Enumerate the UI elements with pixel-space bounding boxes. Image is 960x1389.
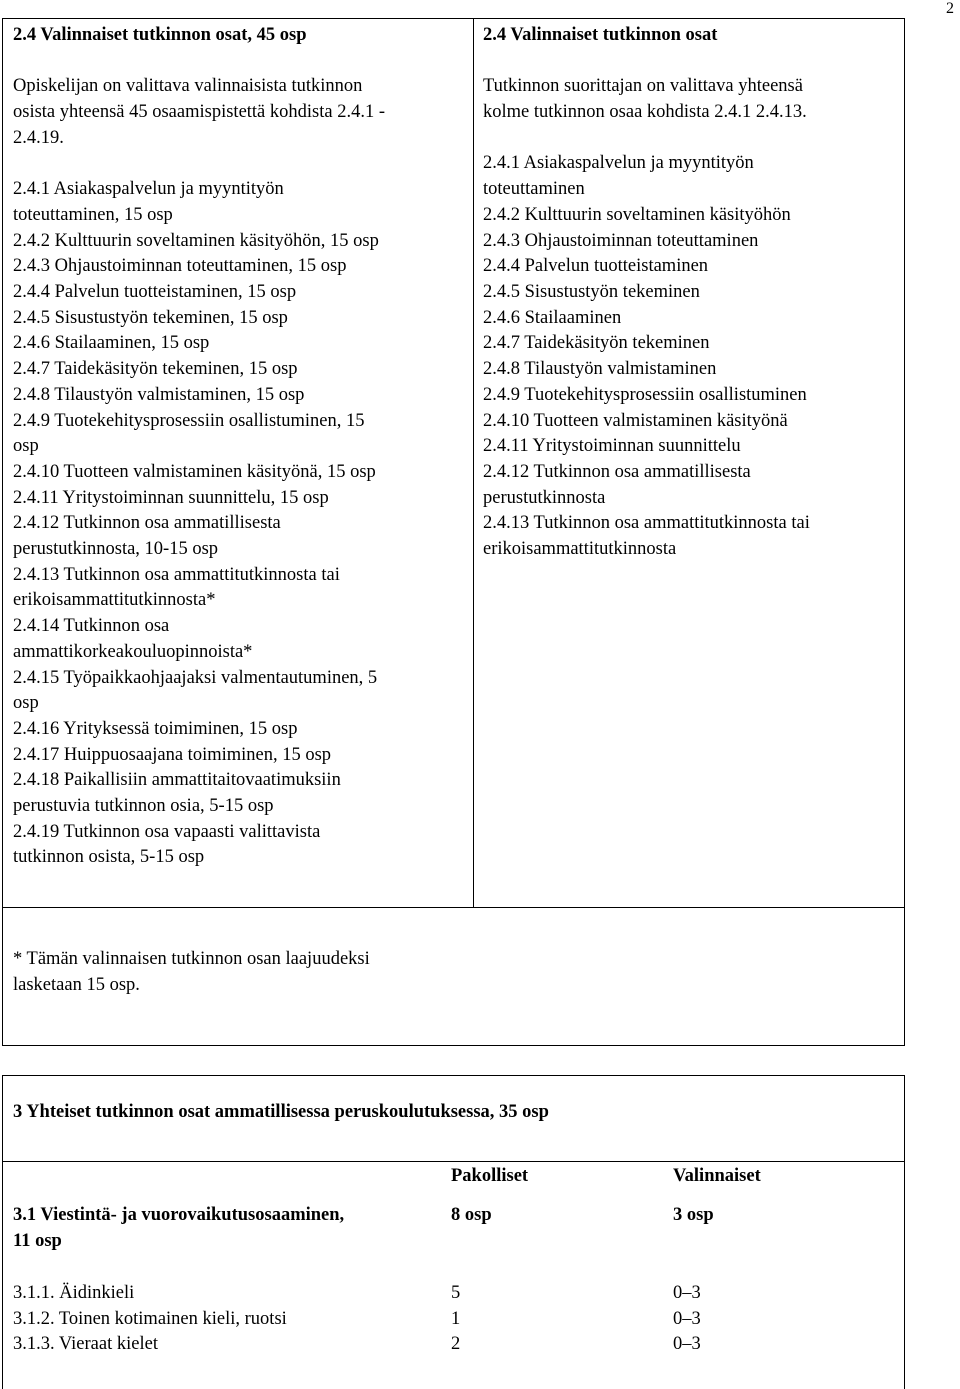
list-item: 2.4.7 Taidekäsityön tekeminen, 15 osp [13, 359, 298, 380]
right-items-list [483, 151, 898, 562]
list-item: 2.4.4 Palvelun tuotteistaminen [483, 256, 709, 277]
left-column [13, 23, 463, 871]
footnote-line: lasketaan 15 osp. [13, 974, 140, 995]
list-item: 2.4.4 Palvelun tuotteistaminen, 15 osp [13, 282, 297, 302]
list-item: ammattikorkeakouluopinnoista* [13, 641, 253, 662]
subject-pakolliset: 5 [451, 1283, 461, 1303]
list-item: 2.4.6 Stailaaminen, 15 osp [13, 333, 210, 354]
list-item: 2.4.3 Ohjaustoiminnan toteuttaminen [483, 230, 759, 251]
list-item: 2.4.11 Yritystoiminnan suunnittelu, 15 osp [13, 487, 329, 508]
section-name-line: 3.1 Viestintä- ja vuorovaikutusosaaminen, [13, 1205, 345, 1225]
list-item: 2.4.14 Tutkinnon osa [13, 616, 170, 637]
list-item: 2.4.16 Yrityksessä toimiminen, 15 osp [13, 718, 298, 739]
right-column [483, 23, 898, 563]
list-item: perustuvia tutkinnon osia, 5-15 osp [13, 796, 274, 817]
page-number: 2 [946, 0, 954, 17]
intro-line: Tutkinnon suorittajan on valittava yhteensä [483, 76, 803, 97]
elective-units-table [2, 18, 905, 1046]
list-item: 2.4.10 Tuotteen valmistaminen käsityönä [483, 410, 788, 431]
list-item: erikoisammattitutkinnosta* [13, 590, 216, 611]
list-item: 2.4.5 Sisustustyön tekeminen, 15 osp [13, 307, 288, 328]
left-intro [13, 74, 463, 151]
intro-line: 2.4.19. [13, 127, 64, 148]
list-item: toteuttaminen [483, 179, 585, 200]
section-name-line: 11 osp [13, 1230, 62, 1251]
list-item: 2.4.10 Tuotteen valmistaminen käsityönä, 15 osp [13, 461, 376, 482]
right-heading: 2.4 Valinnaiset tutkinnon osat [483, 25, 718, 45]
section-pakolliset: 8 osp [451, 1205, 492, 1225]
list-item: 2.4.2 Kulttuurin soveltaminen käsityöhön [483, 204, 791, 225]
subject-name: 3.1.2. Toinen kotimainen kieli, ruotsi [13, 1308, 287, 1329]
footnote [13, 947, 463, 998]
row-divider [3, 907, 904, 908]
list-item: 2.4.6 Stailaaminen [483, 307, 622, 328]
subject-name: 3.1.1. Äidinkieli [13, 1283, 135, 1303]
list-item: 2.4.9 Tuotekehitysprosessiin osallistuminen, 15 [13, 410, 365, 431]
column-divider [473, 19, 474, 907]
left-items-list [13, 177, 463, 871]
list-item: 2.4.12 Tutkinnon osa ammatillisesta [483, 461, 751, 482]
right-intro [483, 74, 898, 125]
list-item: 2.4.3 Ohjaustoiminnan toteuttaminen, 15 osp [13, 256, 347, 277]
intro-line: Opiskelijan on valittava valinnaisista tutkinnon [13, 76, 363, 97]
intro-line: kolme tutkinnon osaa kohdista 2.4.1 2.4.13. [483, 102, 807, 123]
list-item: 2.4.11 Yritystoiminnan suunnittelu [483, 436, 741, 457]
list-item: 2.4.15 Työpaikkaohjaajaksi valmentautuminen, 5 [13, 667, 378, 688]
list-item: perustutkinnosta [483, 487, 606, 508]
list-item: 2.4.1 Asiakaspalvelun ja myyntityön [13, 179, 284, 200]
list-item: erikoisammattitutkinnosta [483, 539, 677, 560]
list-item: 2.4.7 Taidekäsityön tekeminen [483, 333, 710, 354]
list-item: 2.4.9 Tuotekehitysprosessiin osallistuminen [483, 384, 807, 405]
list-item: 2.4.1 Asiakaspalvelun ja myyntityön [483, 153, 754, 174]
subject-name: 3.1.3. Vieraat kielet [13, 1334, 158, 1355]
section-name [13, 1203, 344, 1254]
list-item: perustutkinnosta, 10-15 osp [13, 539, 219, 560]
subject-pakolliset: 1 [451, 1308, 461, 1329]
column-header-valinnaiset: Valinnaiset [673, 1166, 761, 1186]
list-item: 2.4.18 Paikallisiin ammattitaitovaatimuksiin [13, 770, 341, 791]
list-item: 2.4.12 Tutkinnon osa ammatillisesta [13, 513, 281, 534]
subject-valinnaiset: 0–3 [673, 1283, 701, 1303]
list-item: 2.4.2 Kulttuurin soveltaminen käsityöhön, 15 osp [13, 230, 379, 251]
list-item: osp [13, 693, 39, 714]
list-item: 2.4.5 Sisustustyön tekeminen [483, 282, 700, 302]
list-item: 2.4.8 Tilaustyön valmistaminen [483, 359, 717, 380]
list-item: osp [13, 436, 39, 457]
row-divider [3, 1161, 904, 1162]
intro-line: osista yhteensä 45 osaamispistettä kohdista 2.4.1 - [13, 102, 385, 123]
list-item: 2.4.17 Huippuosaajana toimiminen, 15 osp [13, 744, 332, 765]
list-item: toteuttaminen, 15 osp [13, 204, 173, 225]
list-item: 2.4.19 Tutkinnon osa vapaasti valittavista [13, 821, 321, 842]
list-item: 2.4.8 Tilaustyön valmistaminen, 15 osp [13, 384, 305, 405]
table-title: 3 Yhteiset tutkinnon osat ammatillisessa peruskoulutuksessa, 35 osp [13, 1102, 549, 1122]
subject-pakolliset: 2 [451, 1334, 461, 1355]
section-valinnaiset: 3 osp [673, 1205, 714, 1225]
left-heading: 2.4 Valinnaiset tutkinnon osat, 45 osp [13, 25, 307, 45]
common-units-table [2, 1075, 905, 1389]
subject-valinnaiset: 0–3 [673, 1334, 701, 1355]
subject-valinnaiset: 0–3 [673, 1308, 701, 1329]
column-header-pakolliset: Pakolliset [451, 1166, 529, 1186]
footnote-line: * Tämän valinnaisen tutkinnon osan laajuudeksi [13, 949, 370, 969]
list-item: 2.4.13 Tutkinnon osa ammattitutkinnosta tai [13, 564, 340, 585]
list-item: tutkinnon osista, 5-15 osp [13, 847, 205, 868]
list-item: 2.4.13 Tutkinnon osa ammattitutkinnosta tai [483, 513, 810, 534]
